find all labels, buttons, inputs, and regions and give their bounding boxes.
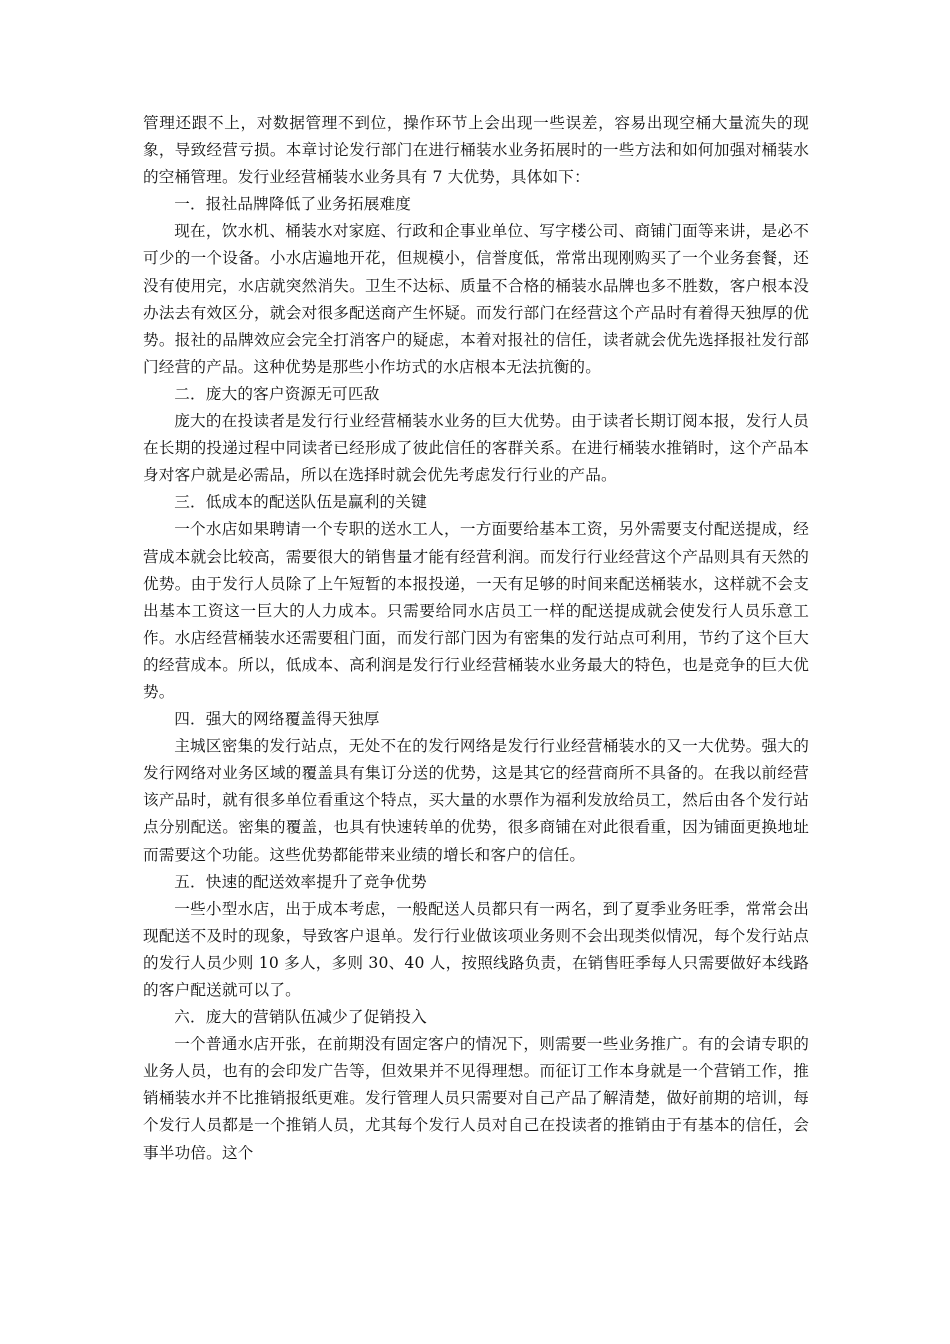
section-heading-6: 六．庞大的营销队伍减少了促销投入 [174, 1008, 427, 1027]
paragraph-intro: 管理还跟不上，对数据管理不到位，操作环节上会出现一些误差，容易出现空桶大量流失的现象，导致经营亏损。本章讨论发行部门在进行桶装水业务拓展时的一些方法和如何加强对桶装水的空桶管理。发行业经营桶装水业务具有 7 大优势，具体如下： [143, 114, 809, 187]
section-heading-2: 二．庞大的客户资源无可匹敌 [174, 384, 380, 403]
section-heading-5: 五．快速的配送效率提升了竞争优势 [174, 872, 427, 891]
paragraph-6: 一个普通水店开张，在前期没有固定客户的情况下，则需要一些业务推广。有的会请专职的业务人员，也有的会印发广告等，但效果并不见得理想。而征订工作本身就是一个营销工作，推销桶装水并不比推销报纸更难。发行管理人员只需要对自己产品了解清楚，做好前期的培训，每个发行人员都是一个推销人员，尤其每个发行人员对自己在投读者的推销由于有基本的信任，会事半功倍。这个 [143, 1035, 809, 1162]
paragraph-2: 庞大的在投读者是发行行业经营桶装水业务的巨大优势。由于读者长期订阅本报，发行人员在长期的投递过程中同读者已经形成了彼此信任的客群关系。在进行桶装水推销时，这个产品本身对客户就是必需品，所以在选择时就会优先考虑发行行业的产品。 [143, 412, 809, 485]
paragraph-5: 一些小型水店，出于成本考虑，一般配送人员都只有一两名，到了夏季业务旺季，常常会出现配送不及时的现象，导致客户退单。发行行业做该项业务则不会出现类似情况，每个发行站点的发行人员少则 10 多人，多则 30、40 人，按照线路负责，在销售旺季每人只需要做好本线路的客户配送就可以了。 [143, 899, 809, 999]
document-page [143, 110, 809, 1167]
paragraph-1: 现在，饮水机、桶装水对家庭、行政和企事业单位、写字楼公司、商铺门面等来讲，是必不可少的一个设备。小水店遍地开花，但规模小，信誉度低，常常出现刚购买了一个业务套餐，还没有使用完，水店就突然消失。卫生不达标、质量不合格的桶装水品牌也多不胜数，客户根本没办法去有效区分，就会对很多配送商产生怀疑。而发行部门在经营这个产品时有着得天独厚的优势。报社的品牌效应会完全打消客户的疑虑，本着对报社的信任，读者就会优先选择报社发行部门经营的产品。这种优势是那些小作坊式的水店根本无法抗衡的。 [143, 222, 809, 376]
section-heading-4: 四．强大的网络覆盖得天独厚 [174, 710, 380, 729]
section-heading-3: 三．低成本的配送队伍是赢利的关键 [174, 493, 427, 512]
section-heading-1: 一．报社品牌降低了业务拓展难度 [174, 195, 412, 214]
paragraph-4: 主城区密集的发行站点，无处不在的发行网络是发行行业经营桶装水的又一大优势。强大的发行网络对业务区域的覆盖具有集订分送的优势，这是其它的经营商所不具备的。在我以前经营该产品时，就有很多单位看重这个特点，买大量的水票作为福利发放给员工，然后由各个发行站点分别配送。密集的覆盖，也具有快速转单的优势，很多商铺在对此很看重，因为铺面更换地址而需要这个功能。这些优势都能带来业绩的增长和客户的信任。 [143, 737, 809, 864]
paragraph-3: 一个水店如果聘请一个专职的送水工人，一方面要给基本工资，另外需要支付配送提成，经营成本就会比较高，需要很大的销售量才能有经营利润。而发行行业经营这个产品则具有天然的优势。由于发行人员除了上午短暂的本报投递，一天有足够的时间来配送桶装水，这样就不会支出基本工资这一巨大的人力成本。只需要给同水店员工一样的配送提成就会使发行人员乐意工作。水店经营桶装水还需要租门面，而发行部门因为有密集的发行站点可利用，节约了这个巨大的经营成本。所以，低成本、高利润是发行行业经营桶装水业务最大的特色，也是竞争的巨大优势。 [143, 520, 809, 701]
